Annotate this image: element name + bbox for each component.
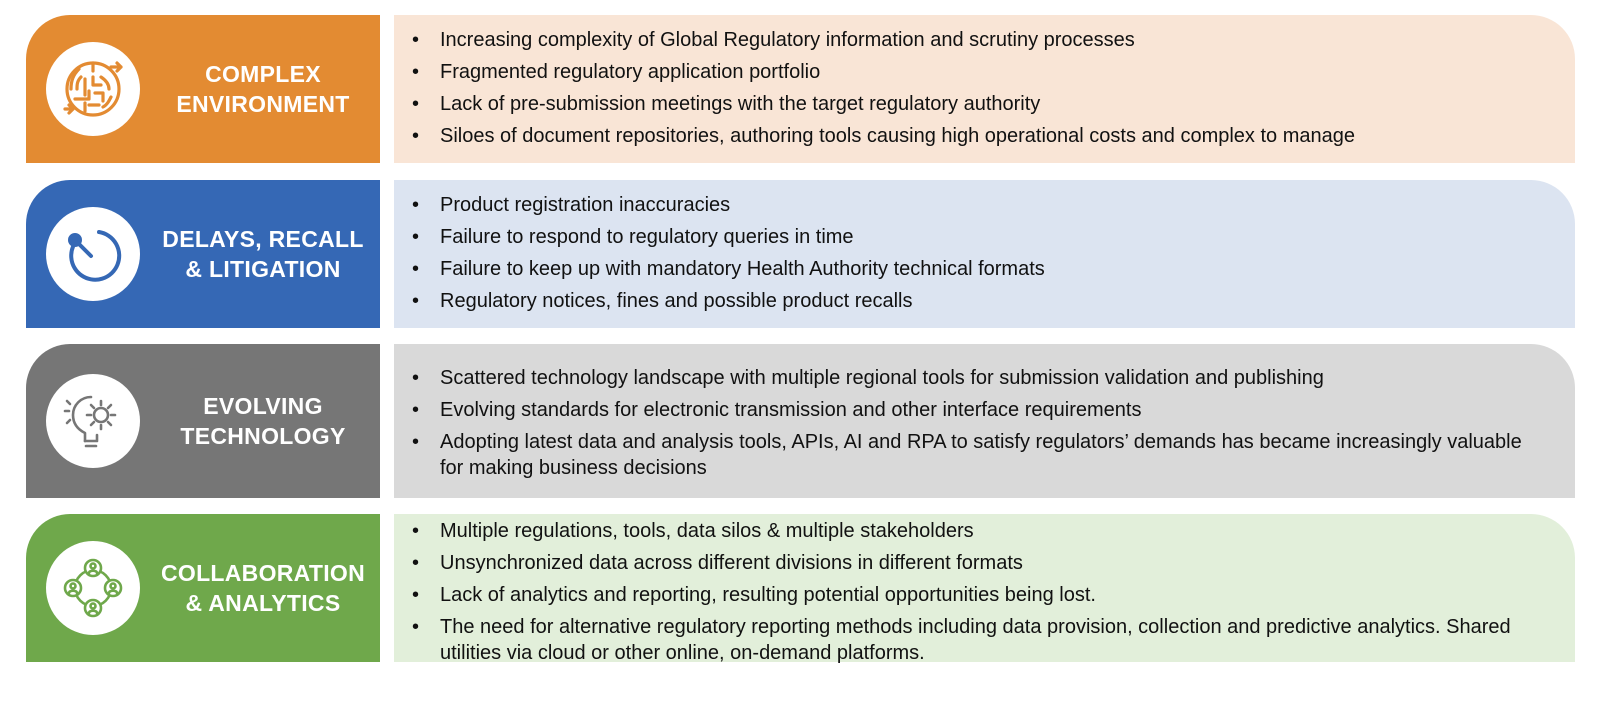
bullet-item: • Scattered technology landscape with multiple regional tools for submission validation and publishing bbox=[412, 365, 1535, 391]
bullet-item: • Failure to keep up with mandatory Health Authority technical formats bbox=[412, 256, 1535, 282]
section-evolving-technology bbox=[26, 344, 1575, 498]
section-label bbox=[26, 514, 380, 662]
lightbulb-gear-icon bbox=[59, 387, 127, 455]
bullet-item: • Lack of analytics and reporting, resulting potential opportunities being lost. bbox=[412, 582, 1535, 608]
people-network-icon bbox=[59, 554, 127, 622]
section-delays-recall-litigation bbox=[26, 180, 1575, 328]
bullet-item: • Regulatory notices, fines and possible product recalls bbox=[412, 288, 1535, 314]
bullet-item: • Adopting latest data and analysis tools, APIs, AI and RPA to satisfy regulators’ demands has became increasingly valuable for making business decisions bbox=[412, 429, 1535, 481]
icon-circle bbox=[46, 42, 140, 136]
bullet-item: • Lack of pre-submission meetings with the target regulatory authority bbox=[412, 91, 1535, 117]
icon-circle bbox=[46, 541, 140, 635]
section-bullets bbox=[394, 344, 1575, 498]
section-title: EVOLVING TECHNOLOGY bbox=[180, 393, 346, 449]
bullet-item: • Fragmented regulatory application portfolio bbox=[412, 59, 1535, 85]
section-title: DELAYS, RECALL & LITIGATION bbox=[162, 226, 364, 282]
bullet-item: • Evolving standards for electronic transmission and other interface requirements bbox=[412, 397, 1535, 423]
maze-icon bbox=[59, 55, 127, 123]
bullet-item: • Unsynchronized data across different divisions in different formats bbox=[412, 550, 1535, 576]
section-label bbox=[26, 344, 380, 498]
section-label bbox=[26, 180, 380, 328]
section-title: COMPLEX ENVIRONMENT bbox=[176, 61, 350, 117]
timer-icon bbox=[59, 220, 127, 288]
section-bullets bbox=[394, 180, 1575, 328]
bullet-item: • Increasing complexity of Global Regulatory information and scrutiny processes bbox=[412, 27, 1535, 53]
bullet-item: • Siloes of document repositories, authoring tools causing high operational costs and complex to manage bbox=[412, 123, 1535, 149]
bullet-item: • Product registration inaccuracies bbox=[412, 192, 1535, 218]
icon-circle bbox=[46, 207, 140, 301]
section-label bbox=[26, 15, 380, 163]
icon-circle bbox=[46, 374, 140, 468]
bullet-item: • The need for alternative regulatory reporting methods including data provision, collection and predictive analytics. Shared utilities via cloud or other online, on-demand platforms. bbox=[412, 614, 1535, 666]
bullet-item: • Multiple regulations, tools, data silos & multiple stakeholders bbox=[412, 518, 1535, 544]
section-bullets bbox=[394, 514, 1575, 662]
bullet-item: • Failure to respond to regulatory queries in time bbox=[412, 224, 1535, 250]
section-collaboration-analytics bbox=[26, 514, 1575, 662]
section-complex-environment bbox=[26, 15, 1575, 163]
section-title: COLLABORATION & ANALYTICS bbox=[160, 560, 366, 616]
section-bullets bbox=[394, 15, 1575, 163]
